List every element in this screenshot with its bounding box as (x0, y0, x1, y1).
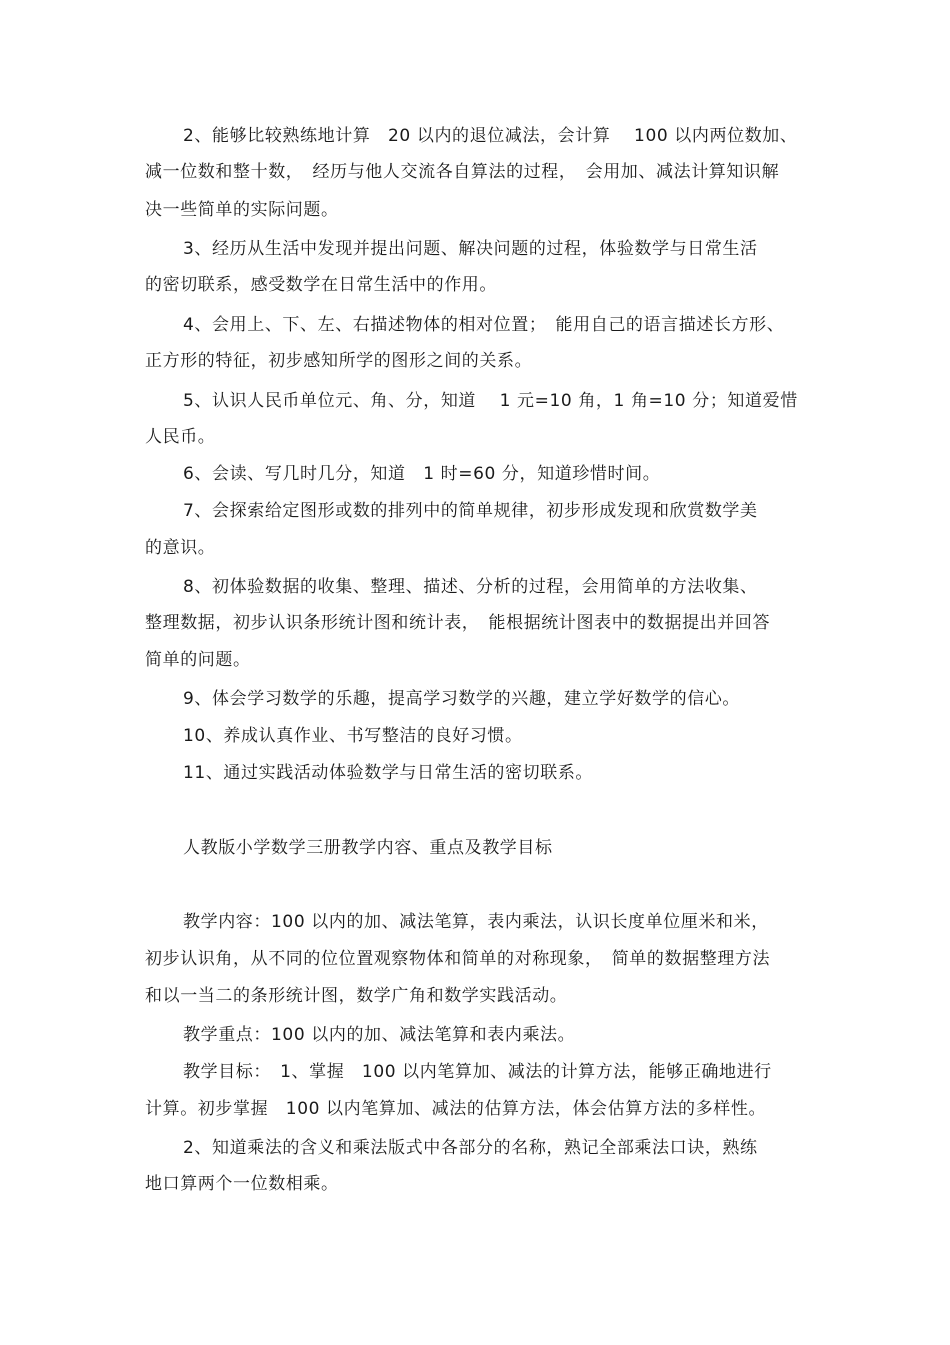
text-line: 4、会用上、下、左、右描述物体的相对位置； 能用自己的语言描述长方形、 (183, 315, 785, 335)
section-heading: 人教版小学数学三册教学内容、重点及教学目标 (183, 838, 553, 858)
text-line: 6、会读、写几时几分，知道 1 时=60 分，知道珍惜时间。 (183, 464, 661, 484)
text-line: 8、初体验数据的收集、整理、描述、分析的过程，会用简单的方法收集、 (183, 577, 758, 597)
text-line: 2、知道乘法的含义和乘法版式中各部分的名称，熟记全部乘法口诀，熟练 (183, 1138, 758, 1158)
text-line: 教学重点：100 以内的加、减法笔算和表内乘法。 (183, 1025, 576, 1045)
text-line: 教学目标： 1、掌握 100 以内笔算加、减法的计算方法，能够正确地进行 (183, 1062, 772, 1082)
text-line: 计算。初步掌握 100 以内笔算加、减法的估算方法，体会估算方法的多样性。 (145, 1099, 767, 1119)
text-line: 地口算两个一位数相乘。 (145, 1174, 339, 1194)
text-line: 减一位数和整十数， 经历与他人交流各自算法的过程， 会用加、减法计算知识解 (145, 162, 780, 182)
text-line: 2、能够比较熟练地计算 20 以内的退位减法，会计算 100 以内两位数加、 (183, 126, 798, 146)
text-line: 和以一当二的条形统计图，数学广角和数学实践活动。 (145, 986, 568, 1006)
text-line: 7、会探索给定图形或数的排列中的简单规律，初步形成发现和欣赏数学美 (183, 501, 758, 521)
text-line: 5、认识人民币单位元、角、分，知道 1 元=10 角，1 角=10 分；知道爱惜 (183, 391, 798, 411)
text-line: 初步认识角，从不同的位位置观察物体和简单的对称现象， 简单的数据整理方法 (145, 949, 771, 969)
text-line: 正方形的特征，初步感知所学的图形之间的关系。 (145, 351, 533, 371)
text-line: 的密切联系，感受数学在日常生活中的作用。 (145, 275, 497, 295)
text-line: 9、体会学习数学的乐趣，提高学习数学的兴趣，建立学好数学的信心。 (183, 689, 741, 709)
text-line: 人民币。 (145, 427, 216, 447)
text-line: 11、通过实践活动体验数学与日常生活的密切联系。 (183, 763, 594, 783)
text-line: 10、养成认真作业、书写整洁的良好习惯。 (183, 726, 523, 746)
text-line: 的意识。 (145, 538, 216, 558)
text-line: 3、经历从生活中发现并提出问题、解决问题的过程，体验数学与日常生活 (183, 239, 758, 259)
text-line: 整理数据，初步认识条形统计图和统计表， 能根据统计图表中的数据提出并回答 (145, 613, 771, 633)
text-line: 教学内容：100 以内的加、减法笔算，表内乘法，认识长度单位厘米和米， (183, 912, 769, 932)
text-line: 简单的问题。 (145, 650, 251, 670)
text-line: 决一些简单的实际问题。 (145, 200, 339, 220)
